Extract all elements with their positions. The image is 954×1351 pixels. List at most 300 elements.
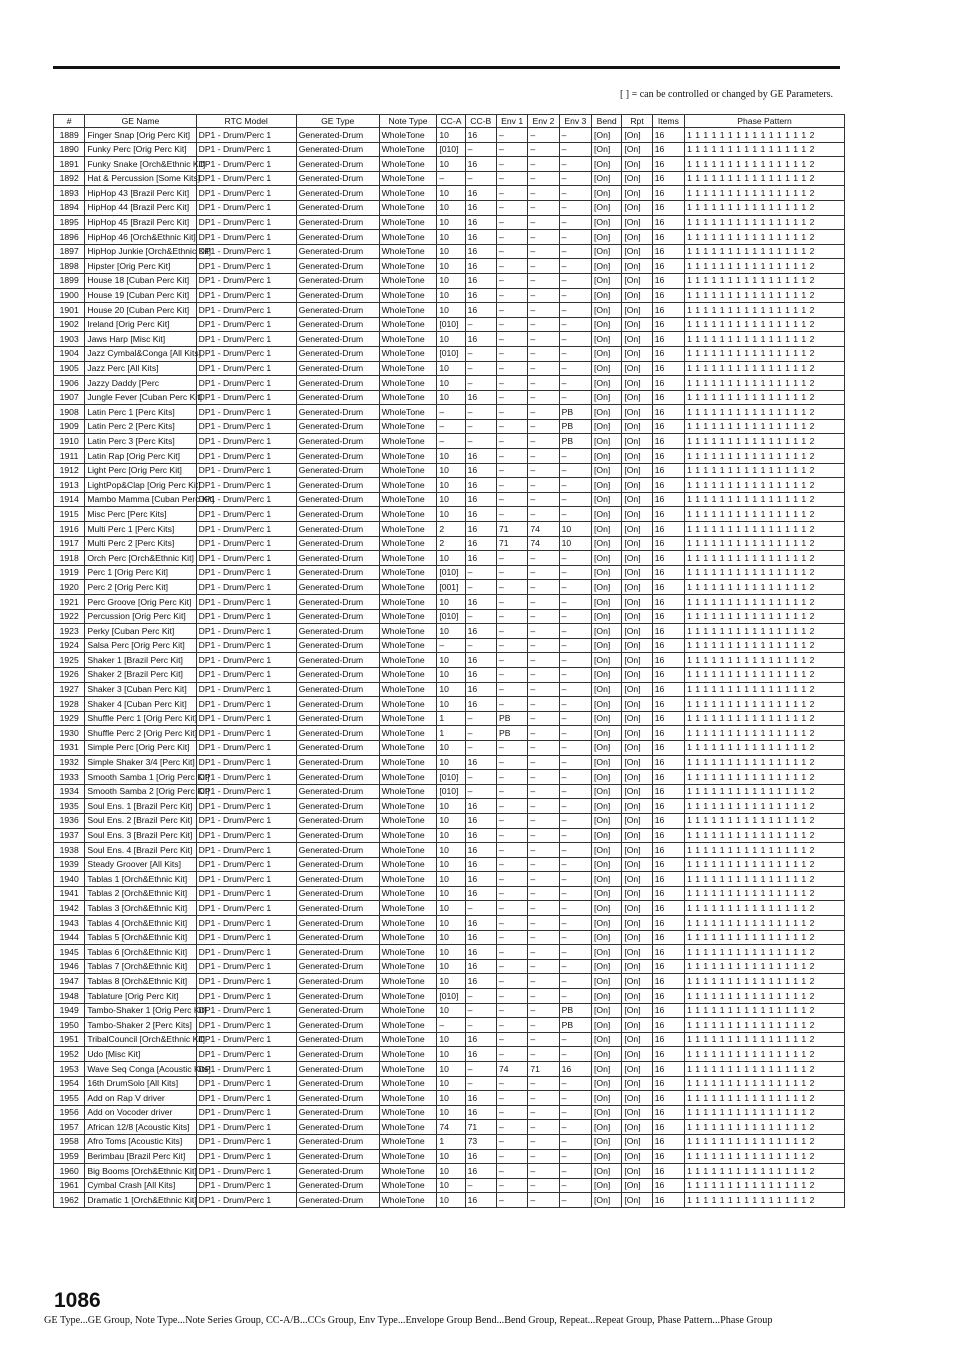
table-cell: Generated-Drum [296,872,379,887]
table-cell: 1947 [54,974,85,989]
table-cell: – [559,901,591,916]
table-cell: 16 [652,1134,684,1149]
table-row [54,974,845,989]
table-cell: HipHop 44 [Brazil Perc Kit] [85,200,196,215]
table-cell: Jazz Cymbal&Conga [All Kits] [85,346,196,361]
table-cell: 1926 [54,667,85,682]
table-cell: WholeTone [379,157,437,172]
table-cell: DP1 - Drum/Perc 1 [196,1120,296,1135]
table-cell: 16 [652,667,684,682]
table-cell: – [528,259,559,274]
table-cell: [On] [622,1193,652,1208]
table-cell: DP1 - Drum/Perc 1 [196,1047,296,1062]
table-cell: WholeTone [379,740,437,755]
table-cell: 16 [652,565,684,580]
table-cell: – [528,916,559,931]
table-cell: – [528,317,559,332]
table-cell: – [528,142,559,157]
table-cell: 1 1 1 1 1 1 1 1 1 1 1 1 1 1 1 2 [685,551,845,566]
table-cell: WholeTone [379,1178,437,1193]
table-cell: WholeTone [379,536,437,551]
table-cell: WholeTone [379,1105,437,1120]
table-cell: 1 1 1 1 1 1 1 1 1 1 1 1 1 1 1 2 [685,288,845,303]
table-cell: [On] [622,1003,652,1018]
table-cell: WholeTone [379,609,437,624]
table-cell: – [465,565,496,580]
table-cell: – [496,989,527,1004]
table-cell: – [496,332,527,347]
table-cell: Simple Perc [Orig Perc Kit] [85,740,196,755]
table-cell: [On] [622,463,652,478]
table-cell: [On] [622,215,652,230]
table-row [54,872,845,887]
table-cell: [On] [622,916,652,931]
table-cell: – [496,1076,527,1091]
table-cell: [On] [592,1076,622,1091]
table-cell: – [496,565,527,580]
table-cell: – [559,390,591,405]
table-cell: – [528,1003,559,1018]
table-cell: [On] [622,171,652,186]
table-cell: Soul Ens. 1 [Brazil Perc Kit] [85,799,196,814]
table-cell: DP1 - Drum/Perc 1 [196,989,296,1004]
table-cell: [On] [622,1134,652,1149]
table-cell: [On] [592,551,622,566]
table-row [54,1164,845,1179]
table-cell: WholeTone [379,376,437,391]
table-cell: 16 [652,390,684,405]
table-cell: 1 1 1 1 1 1 1 1 1 1 1 1 1 1 1 2 [685,711,845,726]
table-cell: 1 1 1 1 1 1 1 1 1 1 1 1 1 1 1 2 [685,755,845,770]
table-cell: [On] [622,755,652,770]
table-cell: [On] [592,697,622,712]
table-cell: 1942 [54,901,85,916]
table-cell: [On] [592,653,622,668]
table-cell: [On] [592,1091,622,1106]
table-cell: Generated-Drum [296,507,379,522]
table-cell: [On] [622,697,652,712]
column-header: Phase Pattern [685,115,845,128]
table-cell: 1 1 1 1 1 1 1 1 1 1 1 1 1 1 1 2 [685,478,845,493]
table-cell: – [528,682,559,697]
table-cell: Smooth Samba 2 [Orig Perc Kit] [85,784,196,799]
table-cell: WholeTone [379,945,437,960]
table-cell: Jungle Fever [Cuban Perc Kit] [85,390,196,405]
table-cell: 16 [652,1193,684,1208]
table-cell: [On] [592,259,622,274]
table-cell: – [465,376,496,391]
table-cell: [On] [622,317,652,332]
table-cell: Generated-Drum [296,726,379,741]
table-cell: – [437,1018,465,1033]
table-cell: 1 1 1 1 1 1 1 1 1 1 1 1 1 1 1 2 [685,726,845,741]
table-cell: 1956 [54,1105,85,1120]
table-cell: WholeTone [379,755,437,770]
table-cell: – [528,1149,559,1164]
table-cell: 1 1 1 1 1 1 1 1 1 1 1 1 1 1 1 2 [685,624,845,639]
table-cell: Add on Vocoder driver [85,1105,196,1120]
table-cell: 1938 [54,843,85,858]
table-cell: 16 [652,755,684,770]
table-cell: DP1 - Drum/Perc 1 [196,828,296,843]
table-cell: Generated-Drum [296,186,379,201]
table-cell: DP1 - Drum/Perc 1 [196,784,296,799]
table-cell: – [559,463,591,478]
table-cell: Jazzy Daddy [Perc [85,376,196,391]
table-cell: – [496,507,527,522]
table-cell: [On] [592,916,622,931]
table-cell: 16 [652,784,684,799]
table-cell: – [496,259,527,274]
table-row [54,186,845,201]
table-cell: Generated-Drum [296,799,379,814]
table-cell: DP1 - Drum/Perc 1 [196,1091,296,1106]
table-cell: [On] [622,1120,652,1135]
table-cell: 16 [652,653,684,668]
table-cell: – [559,200,591,215]
table-row [54,157,845,172]
table-cell: [On] [622,186,652,201]
table-row [54,492,845,507]
table-cell: 16 [652,419,684,434]
table-cell: 1 1 1 1 1 1 1 1 1 1 1 1 1 1 1 2 [685,128,845,143]
table-cell: 1921 [54,595,85,610]
table-cell: DP1 - Drum/Perc 1 [196,317,296,332]
table-cell: – [528,478,559,493]
table-cell: – [528,945,559,960]
table-cell: 16 [652,1018,684,1033]
table-cell: – [496,419,527,434]
table-cell: WholeTone [379,200,437,215]
table-cell: WholeTone [379,1047,437,1062]
table-cell: 1 1 1 1 1 1 1 1 1 1 1 1 1 1 1 2 [685,843,845,858]
table-cell: 1934 [54,784,85,799]
table-cell: Generated-Drum [296,916,379,931]
table-cell: 1 1 1 1 1 1 1 1 1 1 1 1 1 1 1 2 [685,1032,845,1047]
table-cell: – [528,609,559,624]
table-cell: 1 1 1 1 1 1 1 1 1 1 1 1 1 1 1 2 [685,230,845,245]
table-cell: 16 [652,580,684,595]
table-cell: DP1 - Drum/Perc 1 [196,945,296,960]
table-cell: – [465,434,496,449]
table-cell: Generated-Drum [296,974,379,989]
table-cell: 1953 [54,1062,85,1077]
table-cell: 16 [559,1062,591,1077]
table-cell: – [528,638,559,653]
table-cell: – [465,609,496,624]
table-cell: Generated-Drum [296,1149,379,1164]
table-cell: 10 [437,1032,465,1047]
table-cell: [On] [592,624,622,639]
table-cell: – [496,142,527,157]
table-cell: WholeTone [379,1193,437,1208]
table-cell: WholeTone [379,595,437,610]
table-cell: 1940 [54,872,85,887]
table-cell: DP1 - Drum/Perc 1 [196,667,296,682]
table-cell: 1 1 1 1 1 1 1 1 1 1 1 1 1 1 1 2 [685,799,845,814]
table-cell: WholeTone [379,1062,437,1077]
table-cell: Generated-Drum [296,1134,379,1149]
table-row [54,799,845,814]
table-cell: DP1 - Drum/Perc 1 [196,872,296,887]
table-cell: 16 [652,1164,684,1179]
table-body [54,128,845,1208]
table-cell: – [496,638,527,653]
table-cell: – [528,770,559,785]
table-cell: – [496,667,527,682]
table-cell: DP1 - Drum/Perc 1 [196,595,296,610]
table-cell: [On] [592,463,622,478]
table-cell: – [528,1018,559,1033]
table-cell: 10 [437,945,465,960]
table-cell: – [465,405,496,420]
table-cell: – [465,989,496,1004]
table-cell: 1915 [54,507,85,522]
table-cell: Generated-Drum [296,1120,379,1135]
table-cell: Generated-Drum [296,740,379,755]
ge-table-container [53,114,845,1208]
table-cell: 10 [437,843,465,858]
table-cell: – [528,697,559,712]
table-cell: Tablas 5 [Orch&Ethnic Kit] [85,930,196,945]
table-cell: – [496,974,527,989]
table-cell: [On] [592,1105,622,1120]
table-cell: Soul Ens. 2 [Brazil Perc Kit] [85,813,196,828]
table-cell: 16 [465,507,496,522]
table-cell: 16 [465,215,496,230]
table-cell: WholeTone [379,1003,437,1018]
table-cell: Perc 1 [Orig Perc Kit] [85,565,196,580]
table-cell: Generated-Drum [296,1091,379,1106]
table-cell: DP1 - Drum/Perc 1 [196,1105,296,1120]
table-cell: – [528,828,559,843]
table-cell: [On] [592,1178,622,1193]
table-cell: – [528,361,559,376]
table-cell: WholeTone [379,916,437,931]
table-cell: [010] [437,142,465,157]
table-cell: DP1 - Drum/Perc 1 [196,215,296,230]
table-cell: 10 [437,215,465,230]
table-cell: – [559,828,591,843]
table-cell: – [559,989,591,1004]
table-cell: 1949 [54,1003,85,1018]
table-cell: 1 1 1 1 1 1 1 1 1 1 1 1 1 1 1 2 [685,580,845,595]
table-cell: – [559,974,591,989]
table-cell: 10 [437,230,465,245]
table-cell: [On] [622,507,652,522]
table-cell: – [528,230,559,245]
table-cell: – [496,1032,527,1047]
table-cell: [On] [622,682,652,697]
table-cell: 16 [465,259,496,274]
table-cell: [On] [592,609,622,624]
table-cell: – [559,142,591,157]
table-cell: WholeTone [379,288,437,303]
table-cell: – [496,857,527,872]
table-cell: 16 [465,288,496,303]
table-cell: Generated-Drum [296,857,379,872]
column-header: CC-B [465,115,496,128]
table-cell: 1 1 1 1 1 1 1 1 1 1 1 1 1 1 1 2 [685,244,845,259]
table-cell: Generated-Drum [296,682,379,697]
table-cell: – [465,171,496,186]
table-cell: DP1 - Drum/Perc 1 [196,901,296,916]
table-cell: 10 [437,1149,465,1164]
table-cell: – [496,916,527,931]
table-cell: [On] [622,361,652,376]
table-cell: – [559,186,591,201]
table-cell: 1927 [54,682,85,697]
table-cell: – [528,449,559,464]
table-cell: Tablature [Orig Perc Kit] [85,989,196,1004]
table-cell: [On] [622,157,652,172]
table-cell: 16 [652,551,684,566]
table-cell: DP1 - Drum/Perc 1 [196,405,296,420]
table-row [54,1091,845,1106]
table-cell: [On] [592,580,622,595]
table-cell: 16 [465,244,496,259]
table-cell: WholeTone [379,799,437,814]
table-cell: 16 [652,273,684,288]
table-cell: 1 1 1 1 1 1 1 1 1 1 1 1 1 1 1 2 [685,667,845,682]
table-cell: – [559,770,591,785]
table-cell: – [528,624,559,639]
table-cell: 1937 [54,828,85,843]
table-cell: DP1 - Drum/Perc 1 [196,1032,296,1047]
table-cell: 1894 [54,200,85,215]
table-row [54,1193,845,1208]
table-cell: [On] [622,390,652,405]
table-cell: 1 1 1 1 1 1 1 1 1 1 1 1 1 1 1 2 [685,1149,845,1164]
table-cell: – [559,653,591,668]
table-cell: 1 1 1 1 1 1 1 1 1 1 1 1 1 1 1 2 [685,273,845,288]
table-cell: 16 [652,361,684,376]
table-cell: 16 [465,843,496,858]
table-cell: – [559,1193,591,1208]
table-cell: Afro Toms [Acoustic Kits] [85,1134,196,1149]
table-cell: WholeTone [379,930,437,945]
table-cell: – [528,463,559,478]
table-cell: 1905 [54,361,85,376]
table-cell: [On] [622,244,652,259]
table-cell: [On] [622,1164,652,1179]
table-cell: Latin Perc 3 [Perc Kits] [85,434,196,449]
table-cell: [On] [622,901,652,916]
table-cell: Finger Snap [Orig Perc Kit] [85,128,196,143]
table-cell: [On] [622,1018,652,1033]
table-cell: – [528,551,559,566]
table-cell: 71 [465,1120,496,1135]
table-cell: DP1 - Drum/Perc 1 [196,886,296,901]
table-cell: – [465,580,496,595]
table-cell: [On] [622,405,652,420]
table-cell: [On] [622,580,652,595]
table-cell: [On] [592,784,622,799]
table-cell: 16 [652,682,684,697]
table-cell: Generated-Drum [296,813,379,828]
table-cell: Jazz Perc [All Kits] [85,361,196,376]
table-cell: – [559,288,591,303]
table-cell: 10 [437,872,465,887]
table-cell: Cymbal Crash [All Kits] [85,1178,196,1193]
table-cell: DP1 - Drum/Perc 1 [196,697,296,712]
column-header: Env 2 [528,115,559,128]
table-cell: 1 1 1 1 1 1 1 1 1 1 1 1 1 1 1 2 [685,930,845,945]
table-cell: 1936 [54,813,85,828]
table-cell: DP1 - Drum/Perc 1 [196,551,296,566]
table-cell: Generated-Drum [296,259,379,274]
table-cell: – [496,697,527,712]
table-cell: 16 [652,1047,684,1062]
table-cell: 16 [465,128,496,143]
table-cell: Tablas 4 [Orch&Ethnic Kit] [85,916,196,931]
table-cell: – [559,740,591,755]
table-cell: PB [559,419,591,434]
table-cell: 1 1 1 1 1 1 1 1 1 1 1 1 1 1 1 2 [685,1047,845,1062]
table-cell: 16 [652,1003,684,1018]
table-cell: – [496,784,527,799]
table-cell: – [559,784,591,799]
table-cell: 1957 [54,1120,85,1135]
table-cell: 16 [652,230,684,245]
table-row [54,1018,845,1033]
table-row [54,770,845,785]
table-cell: Misc Perc [Perc Kits] [85,507,196,522]
table-cell: Generated-Drum [296,303,379,318]
table-row [54,740,845,755]
table-cell: 16 [652,317,684,332]
table-cell: 10 [437,244,465,259]
table-cell: [On] [592,682,622,697]
table-cell: – [465,419,496,434]
table-cell: 10 [437,1091,465,1106]
table-cell: DP1 - Drum/Perc 1 [196,288,296,303]
table-cell: 16 [465,536,496,551]
table-row [54,478,845,493]
table-cell: 16 [652,595,684,610]
table-cell: – [559,609,591,624]
table-cell: – [528,492,559,507]
table-cell: 16 [652,697,684,712]
table-cell: Generated-Drum [296,653,379,668]
table-cell: 10 [437,697,465,712]
table-cell: [On] [592,1120,622,1135]
table-cell: 1932 [54,755,85,770]
table-cell: DP1 - Drum/Perc 1 [196,128,296,143]
table-cell: [On] [592,1062,622,1077]
table-cell: Generated-Drum [296,1062,379,1077]
table-cell: – [528,711,559,726]
table-cell: [On] [592,1047,622,1062]
table-cell: [On] [592,857,622,872]
table-cell: 1902 [54,317,85,332]
table-cell: 16 [652,332,684,347]
table-cell: – [465,726,496,741]
table-cell: – [528,653,559,668]
table-cell: 16 [652,536,684,551]
table-cell: – [559,478,591,493]
table-cell: – [559,667,591,682]
table-cell: [On] [592,157,622,172]
table-cell: – [559,376,591,391]
table-cell: 16 [652,303,684,318]
table-cell: – [528,1193,559,1208]
table-cell: House 19 [Cuban Perc Kit] [85,288,196,303]
table-cell: 1 1 1 1 1 1 1 1 1 1 1 1 1 1 1 2 [685,1164,845,1179]
table-cell: – [528,784,559,799]
table-cell: 1903 [54,332,85,347]
table-cell: 1916 [54,522,85,537]
